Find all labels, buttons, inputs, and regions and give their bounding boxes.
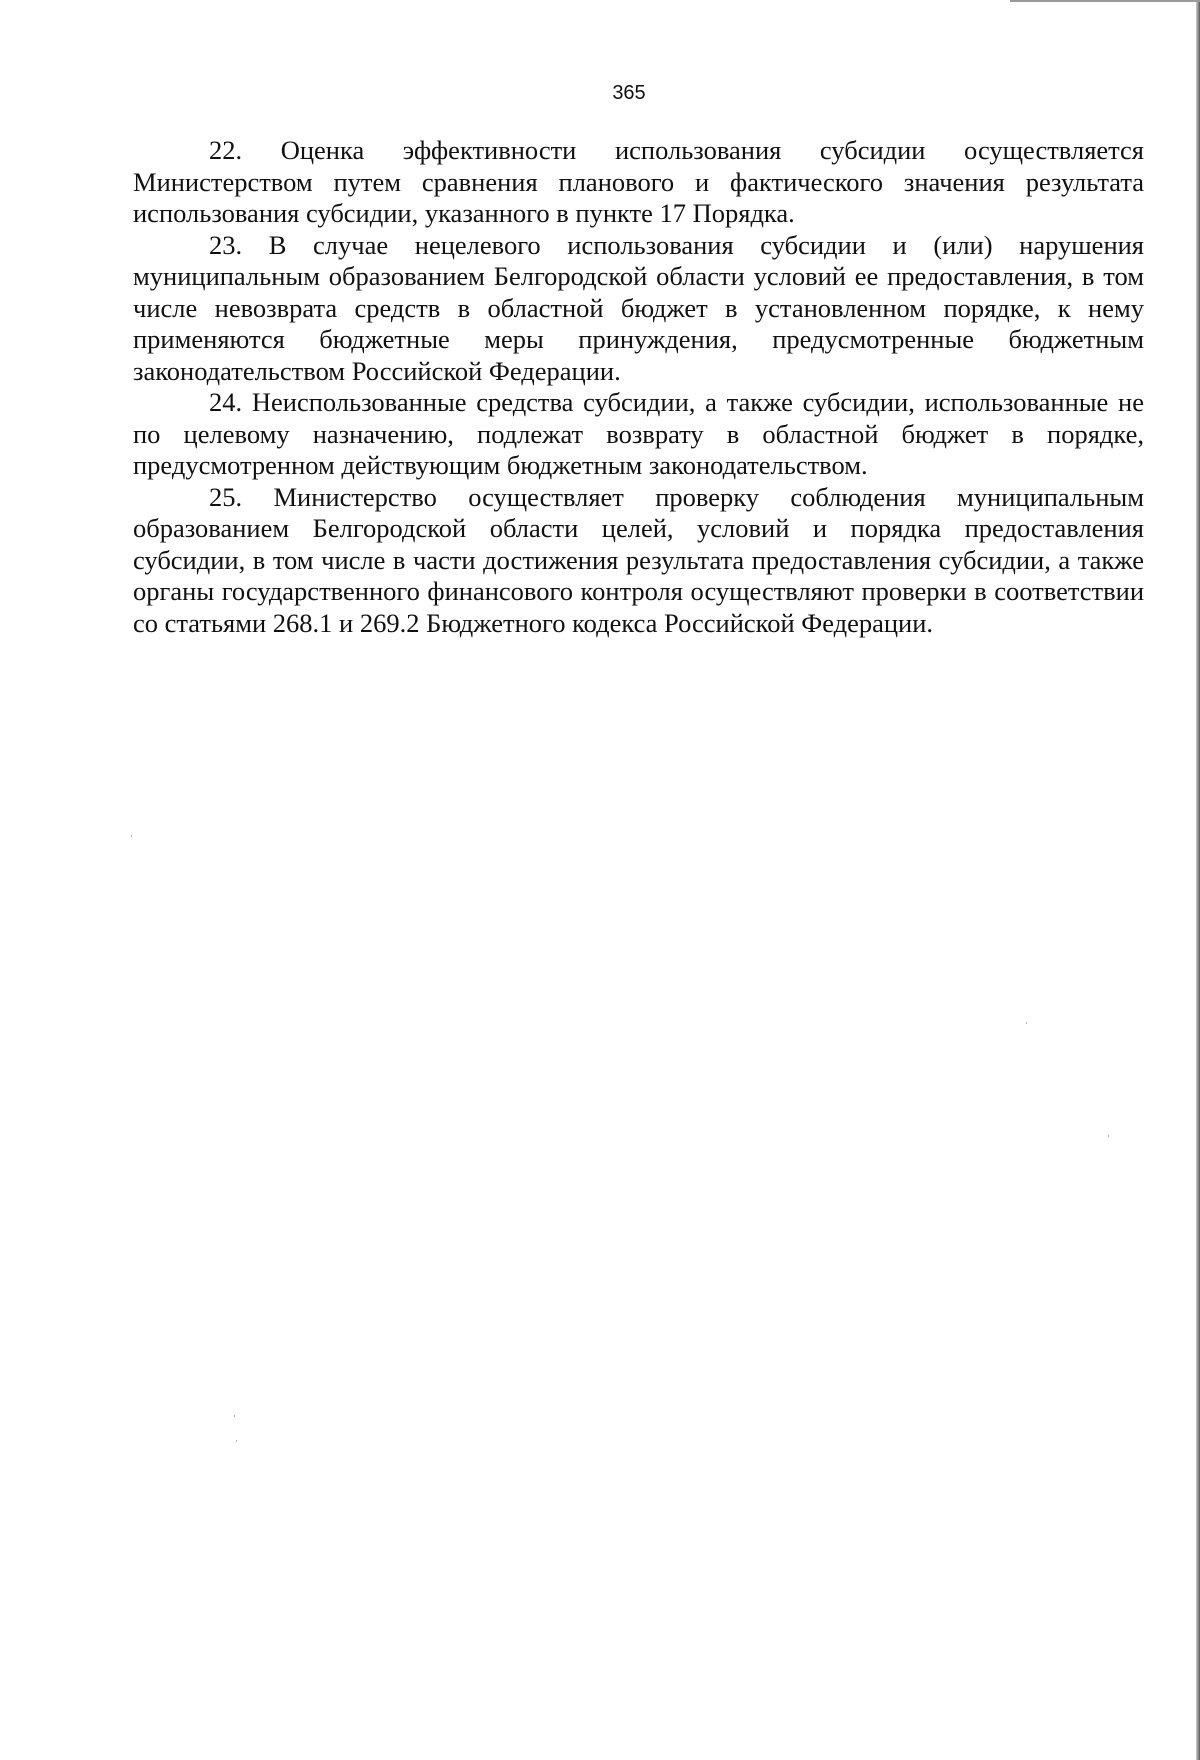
scan-speck	[1026, 1022, 1027, 1024]
scan-edge-right	[1196, 0, 1200, 1760]
paragraph-text: Оценка эффективности использования субсидии осуществляется Министерством путем сравнения планового и фактического значения результата использования субсидии, указанного в пункте 17 Порядка.	[133, 135, 1144, 228]
paragraph-number: 25.	[209, 481, 243, 512]
scan-speck	[236, 1440, 237, 1442]
paragraph-text: Министерство осуществляет проверку соблюдения муниципальным образованием Белгородской области целей, условий и порядка предоставления субсидии, в том числе в части достижения результата предоставления субсидии, а также органы государственного финансового контроля осуществляют проверки в соответствии со статьями 268.1 и 269.2 Бюджетного кодекса Российской Федерации.	[133, 481, 1144, 638]
paragraph-text: Неиспользованные средства субсидии, а также субсидии, использованные не по целевому назначению, подлежат возврату в областной бюджет в порядке, предусмотренном действующим бюджетным законодательством.	[133, 387, 1145, 480]
scan-edge-top	[1010, 0, 1200, 2]
paragraph-22	[133, 135, 1144, 230]
document-body	[133, 135, 1144, 639]
scan-speck	[1108, 1135, 1109, 1137]
page-number: 365	[612, 82, 646, 104]
paragraph-25	[133, 482, 1144, 640]
paragraph-number: 23.	[209, 229, 243, 260]
paragraph-23	[133, 230, 1144, 388]
paragraph-24	[133, 387, 1144, 482]
scan-speck	[131, 835, 132, 837]
scan-speck	[234, 1415, 235, 1417]
paragraph-number: 22.	[209, 135, 243, 165]
paragraph-text: В случае нецелевого использования субсидии и (или) нарушения муниципальным образованием Белгородской области условий ее предоставления, в том числе невозврата средств в областной бюджет в установленном порядке, к нему применяются бюджетные меры принуждения, предусмотренные бюджетным законодательством Российской Федерации.	[133, 229, 1144, 386]
paragraph-number: 24.	[209, 387, 243, 417]
